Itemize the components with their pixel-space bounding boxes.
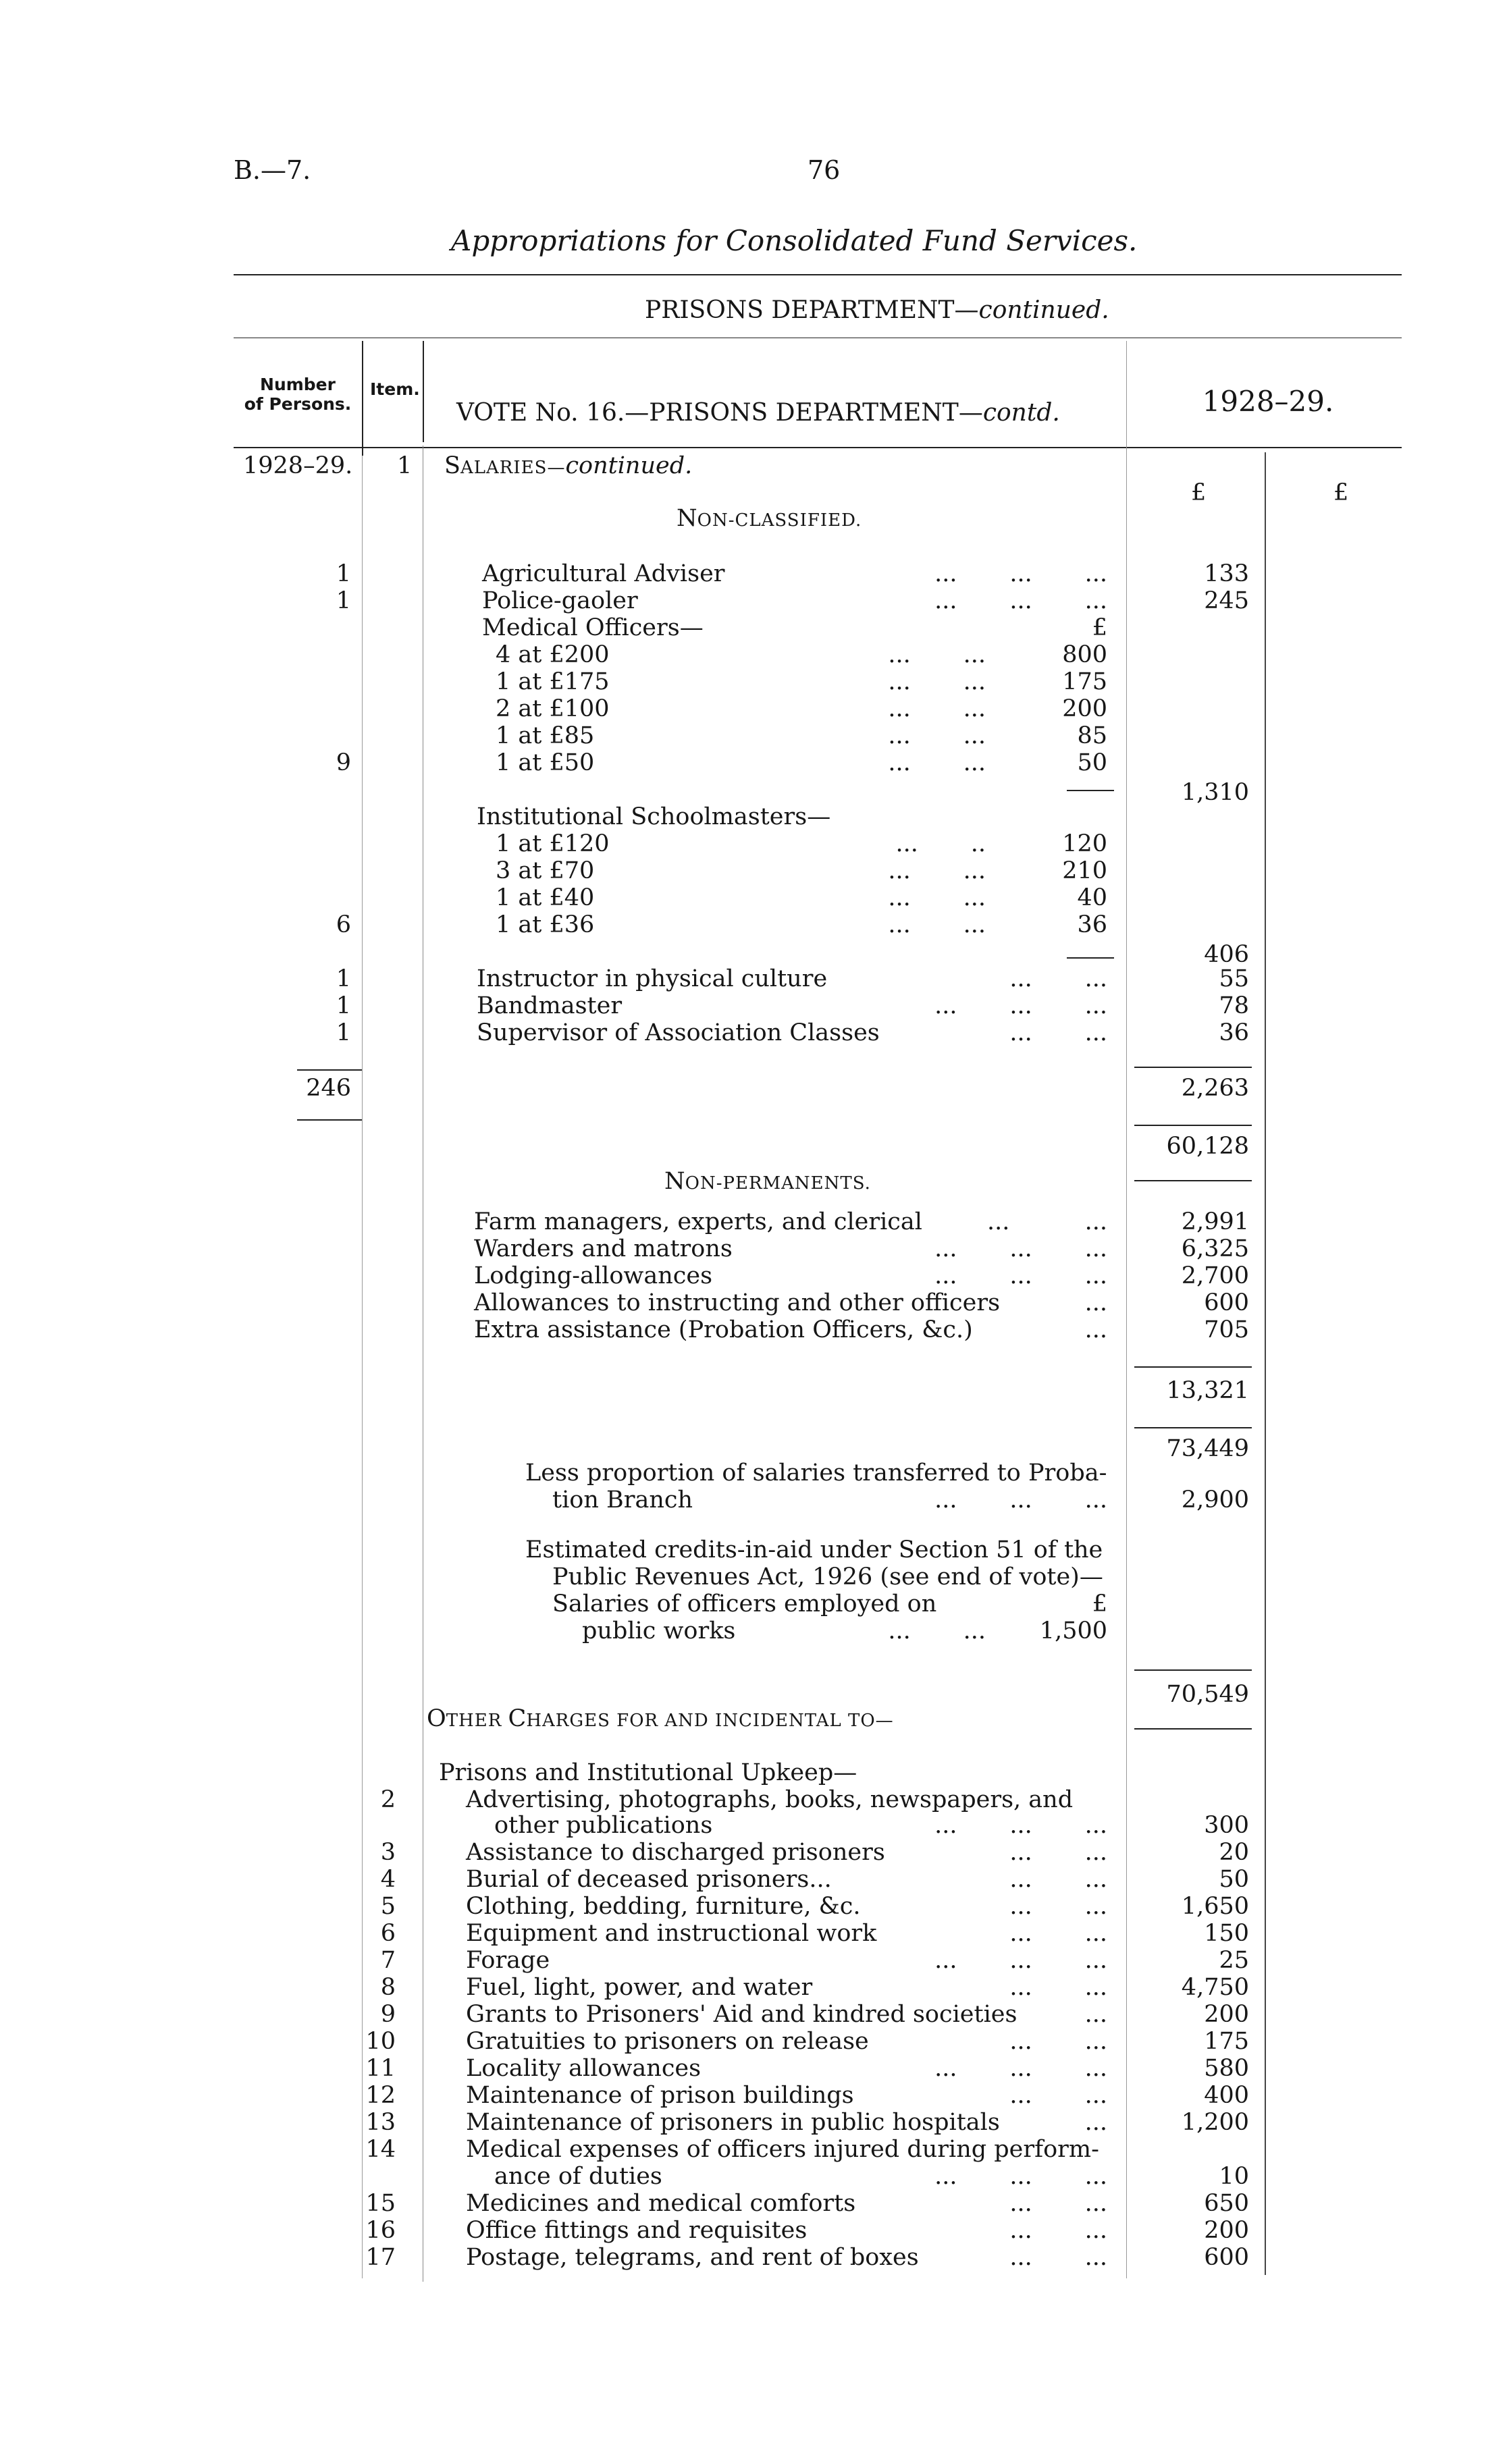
- row-leader-dots: ... ...: [1009, 1866, 1107, 1893]
- row-label: Postage, telegrams, and rent of boxes: [466, 2244, 919, 2271]
- row-leader-dots: ... ...: [888, 911, 986, 938]
- persons-header-line2: of Persons.: [244, 394, 352, 414]
- row-label: Police-gaoler: [482, 587, 638, 614]
- nonclassified-rest: ON-CLASSIFIED.: [697, 510, 862, 531]
- row-leader-dots: ... ...: [888, 749, 986, 776]
- row-inner-amount: 85: [1077, 722, 1107, 749]
- row-label: Allowances to instructing and other officers: [474, 1289, 1001, 1316]
- row-amount: 2,900: [1181, 1487, 1249, 1514]
- row-inner-amount: 36: [1077, 911, 1107, 938]
- row-left-number: 15: [365, 2190, 396, 2217]
- row-leader-dots: ... ...: [1009, 1839, 1107, 1866]
- nonclassified-initial: N: [677, 505, 697, 532]
- department-heading: [645, 297, 1109, 324]
- row-inner-amount: 1,500: [1039, 1617, 1107, 1644]
- row-amount: 406: [1204, 941, 1249, 968]
- row-leader-dots: ... ...: [888, 884, 986, 911]
- row-label: Estimated credits-in-aid under Section 51 of the: [525, 1536, 1103, 1563]
- row-amount: 150: [1204, 1920, 1249, 1947]
- row-amount: 13,321: [1166, 1377, 1249, 1404]
- row-amount: 600: [1204, 1289, 1249, 1316]
- vote-title: VOTE No. 16.—PRISONS DEPARTMENT—: [456, 399, 983, 427]
- row-leader-dots: ... ...: [1009, 2244, 1107, 2271]
- row-label: Gratuities to prisoners on release: [466, 2028, 869, 2055]
- row-inner-amount: 200: [1062, 695, 1107, 722]
- row-leader-dots: ... ..: [895, 830, 986, 857]
- row-amount: 6,325: [1181, 1235, 1249, 1262]
- row-inner-amount: 175: [1062, 668, 1107, 695]
- row-amount: 70,549: [1166, 1681, 1249, 1708]
- other-initial: O: [427, 1705, 446, 1732]
- row-label: Lodging-allowances: [474, 1262, 713, 1289]
- row-label: Bandmaster: [477, 992, 623, 1019]
- row-leader-dots: ... ...: [1009, 2082, 1107, 2109]
- row-label: tion Branch: [552, 1487, 693, 1514]
- row-amount: 78: [1219, 992, 1249, 1019]
- row-amount: 73,449: [1166, 1435, 1249, 1462]
- row-amount: 36: [1219, 1019, 1249, 1046]
- row-label: Grants to Prisoners' Aid and kindred societies: [466, 2001, 1017, 2028]
- row-label: Office fittings and requisites: [466, 2217, 808, 2244]
- row-label: Supervisor of Association Classes: [477, 1019, 880, 1046]
- persons-year: 1928–29.: [243, 452, 353, 479]
- vote-contd: contd.: [982, 399, 1060, 427]
- row-left-number: 1: [336, 1019, 351, 1046]
- row-leader-dots: ... ...: [888, 857, 986, 884]
- row-left-number: 9: [336, 749, 351, 776]
- row-left-number: 7: [380, 1947, 396, 1974]
- row-amount: 10: [1219, 2163, 1249, 2190]
- row-label: Equipment and instructional work: [466, 1920, 877, 1947]
- row-inner-amount: 50: [1077, 749, 1107, 776]
- row-amount: 50: [1219, 1866, 1249, 1893]
- department-continued: continued.: [978, 296, 1109, 324]
- salaries-heading: [444, 452, 692, 481]
- pound-sign-1: £: [1191, 479, 1207, 506]
- row-leader-dots: ... ... ...: [934, 1487, 1107, 1514]
- row-amount: 1,310: [1181, 779, 1249, 806]
- row-leader-dots: ...: [1084, 2109, 1107, 2136]
- row-left-number: 5: [380, 1893, 396, 1920]
- pound-column-rule: [1265, 452, 1266, 2275]
- row-label: Instructor in physical culture: [477, 965, 828, 992]
- row-label: Fuel, light, power, and water: [466, 1974, 813, 2001]
- row-label: Locality allowances: [466, 2055, 702, 2082]
- row-label: Farm managers, experts, and clerical: [474, 1208, 922, 1235]
- row-amount: 60,128: [1166, 1133, 1249, 1160]
- salaries-initial: S: [444, 452, 460, 479]
- row-label: ance of duties: [494, 2163, 662, 2190]
- row-label: Forage: [466, 1947, 550, 1974]
- row-label: 4 at £200: [496, 641, 610, 668]
- row-amount: 55: [1219, 965, 1249, 992]
- row-leader-dots: ... ...: [1009, 1974, 1107, 2001]
- row-leader-dots: ... ...: [1009, 1893, 1107, 1920]
- row-leader-dots: ... ...: [1009, 2190, 1107, 2217]
- row-leader-dots: ... ... ...: [934, 1262, 1107, 1289]
- row-leader-dots: ... ...: [888, 1617, 986, 1644]
- row-left-number: 2: [380, 1786, 396, 1813]
- row-label: 2 at £100: [496, 695, 610, 722]
- row-amount: 1,200: [1181, 2109, 1249, 2136]
- row-amount: 1,650: [1181, 1893, 1249, 1920]
- row-inner-amount: £: [1092, 614, 1107, 641]
- row-left-number: 14: [365, 2136, 396, 2163]
- row-left-number: 17: [365, 2244, 396, 2271]
- row-amount: 600: [1204, 2244, 1249, 2271]
- row-leader-dots: ... ... ...: [934, 1947, 1107, 1974]
- row-amount: 245: [1204, 587, 1249, 614]
- row-leader-dots: ... ...: [1009, 2217, 1107, 2244]
- row-label: Burial of deceased prisoners...: [466, 1866, 832, 1893]
- row-left-number: 1: [336, 992, 351, 1019]
- persons-header-line1: Number: [260, 375, 336, 394]
- total-rule-6: [1134, 1669, 1252, 1671]
- row-left-number: 16: [365, 2217, 396, 2244]
- row-leader-dots: ... ...: [1009, 965, 1107, 992]
- row-amount: 300: [1204, 1812, 1249, 1839]
- row-left-number: 9: [380, 2001, 396, 2028]
- row-label: Warders and matrons: [474, 1235, 733, 1262]
- item-number: 1: [397, 452, 413, 479]
- row-leader-dots: ... ...: [1009, 1019, 1107, 1046]
- total-rule-5: [1134, 1427, 1252, 1428]
- other-charges-heading: [427, 1705, 894, 1734]
- nonclassified-heading: [677, 505, 862, 534]
- row-label: Maintenance of prisoners in public hospitals: [466, 2109, 1000, 2136]
- row-left-number: 8: [380, 1974, 396, 2001]
- row-left-number: 13: [365, 2109, 396, 2136]
- row-amount: 2,991: [1181, 1208, 1249, 1235]
- row-leader-dots: ... ... ...: [934, 1235, 1107, 1262]
- row-label: 1 at £85: [496, 722, 595, 749]
- row-inner-amount: 800: [1062, 641, 1107, 668]
- row-left-number: 3: [380, 1839, 396, 1866]
- row-left-number: 1: [336, 965, 351, 992]
- row-label: Medicines and medical comforts: [466, 2190, 856, 2217]
- row-label: Salaries of officers employed on: [552, 1590, 937, 1617]
- row-label: 1 at £175: [496, 668, 610, 695]
- row-leader-dots: ... ...: [1009, 2028, 1107, 2055]
- row-label: Maintenance of prison buildings: [466, 2082, 854, 2109]
- row-label: 1 at £40: [496, 884, 595, 911]
- row-amount: 400: [1204, 2082, 1249, 2109]
- row-leader-dots: ... ... ...: [934, 587, 1107, 614]
- row-label: Assistance to discharged prisoners: [466, 1839, 885, 1866]
- subtotal-rule-medical: [1067, 790, 1114, 791]
- row-leader-dots: ... ... ...: [934, 560, 1107, 587]
- document-reference: B.—7.: [234, 155, 311, 185]
- item-header: Item.: [370, 379, 420, 399]
- row-left-number: 12: [365, 2082, 396, 2109]
- amount-column-rule: [1126, 341, 1127, 2278]
- title-rule: [234, 274, 1402, 275]
- page-title: Appropriations for Consolidated Fund Services.: [451, 224, 1138, 257]
- row-left-number: 1: [336, 560, 351, 587]
- persons-column-rule: [362, 341, 363, 456]
- vote-header: [456, 400, 1060, 427]
- page-number: 76: [808, 155, 841, 185]
- row-leader-dots: ...: [1084, 2001, 1107, 2028]
- row-leader-dots: ... ... ...: [934, 2163, 1107, 2190]
- row-label: Medical expenses of officers injured during perform-: [466, 2136, 1099, 2163]
- year-header: 1928–29.: [1202, 385, 1334, 418]
- salaries-continued: continued.: [565, 452, 693, 479]
- row-inner-amount: 120: [1062, 830, 1107, 857]
- row-amount: 580: [1204, 2055, 1249, 2082]
- row-label: 1 at £120: [496, 830, 610, 857]
- persons-total-rule-bottom: [297, 1119, 362, 1121]
- row-left-number: 246: [306, 1075, 351, 1102]
- row-inner-amount: £: [1092, 1590, 1107, 1617]
- row-leader-dots: ...: [1084, 1316, 1107, 1343]
- row-inner-amount: 210: [1062, 857, 1107, 884]
- row-amount: 705: [1204, 1316, 1249, 1343]
- row-label: Less proportion of salaries transferred to Proba-: [525, 1459, 1107, 1487]
- row-amount: 2,700: [1181, 1262, 1249, 1289]
- salaries-rest: ALARIES—: [460, 458, 566, 478]
- subtotal-rule-schoolmasters: [1067, 957, 1114, 959]
- row-amount: 25: [1219, 1947, 1249, 1974]
- row-label: Institutional Schoolmasters—: [477, 803, 831, 830]
- row-label: Prisons and Institutional Upkeep—: [439, 1759, 857, 1786]
- row-inner-amount: 40: [1077, 884, 1107, 911]
- row-left-number: 1: [336, 587, 351, 614]
- row-label: Advertising, photographs, books, newspapers, and: [466, 1786, 1074, 1813]
- row-left-number: 4: [380, 1866, 396, 1893]
- nonpermanents-rest: ON-PERMANENTS.: [685, 1173, 871, 1194]
- total-rule-7: [1134, 1728, 1252, 1730]
- row-left-number: 6: [380, 1920, 396, 1947]
- row-amount: 2,263: [1181, 1075, 1249, 1102]
- row-amount: 650: [1204, 2190, 1249, 2217]
- row-amount: 175: [1204, 2028, 1249, 2055]
- row-amount: 200: [1204, 2217, 1249, 2244]
- persons-total-rule: [297, 1069, 362, 1071]
- row-left-number: 11: [365, 2055, 396, 2082]
- row-leader-dots: ... ...: [888, 722, 986, 749]
- row-leader-dots: ... ...: [986, 1208, 1107, 1235]
- row-leader-dots: ... ... ...: [934, 992, 1107, 1019]
- row-label: Clothing, bedding, furniture, &c.: [466, 1893, 861, 1920]
- row-leader-dots: ... ... ...: [934, 1812, 1107, 1839]
- total-rule-2: [1134, 1125, 1252, 1126]
- row-label: Extra assistance (Probation Officers, &c.): [474, 1316, 973, 1343]
- row-leader-dots: ... ...: [888, 641, 986, 668]
- total-rule-3: [1134, 1180, 1252, 1181]
- row-left-number: 10: [365, 2028, 396, 2055]
- row-label: Agricultural Adviser: [482, 560, 725, 587]
- pound-sign-2: £: [1333, 479, 1349, 506]
- other-rest: THER: [446, 1711, 508, 1731]
- row-leader-dots: ... ... ...: [934, 2055, 1107, 2082]
- department-name: PRISONS DEPARTMENT—: [645, 296, 979, 324]
- nonpermanents-initial: N: [664, 1168, 685, 1195]
- row-label: Medical Officers—: [482, 614, 704, 641]
- row-left-number: 6: [336, 911, 351, 938]
- row-leader-dots: ... ...: [888, 668, 986, 695]
- row-leader-dots: ...: [1084, 1289, 1107, 1316]
- row-label: Public Revenues Act, 1926 (see end of vote)—: [552, 1563, 1103, 1590]
- row-label: 1 at £36: [496, 911, 595, 938]
- row-amount: 133: [1204, 560, 1249, 587]
- total-rule-4: [1134, 1366, 1252, 1368]
- row-amount: 200: [1204, 2001, 1249, 2028]
- header-bottom-rule: [234, 447, 1402, 448]
- row-label: other publications: [494, 1812, 713, 1839]
- row-label: 1 at £50: [496, 749, 595, 776]
- row-leader-dots: ... ...: [1009, 1920, 1107, 1947]
- row-leader-dots: ... ...: [888, 695, 986, 722]
- charges-initial: C: [508, 1705, 527, 1732]
- row-amount: 4,750: [1181, 1974, 1249, 2001]
- item-column-rule: [423, 341, 424, 442]
- row-label: public works: [582, 1617, 736, 1644]
- nonpermanents-heading: [664, 1168, 871, 1197]
- row-label: 3 at £70: [496, 857, 595, 884]
- charges-rest: HARGES FOR AND INCIDENTAL TO—: [526, 1711, 894, 1731]
- row-amount: 20: [1219, 1839, 1249, 1866]
- total-rule-1: [1134, 1067, 1252, 1068]
